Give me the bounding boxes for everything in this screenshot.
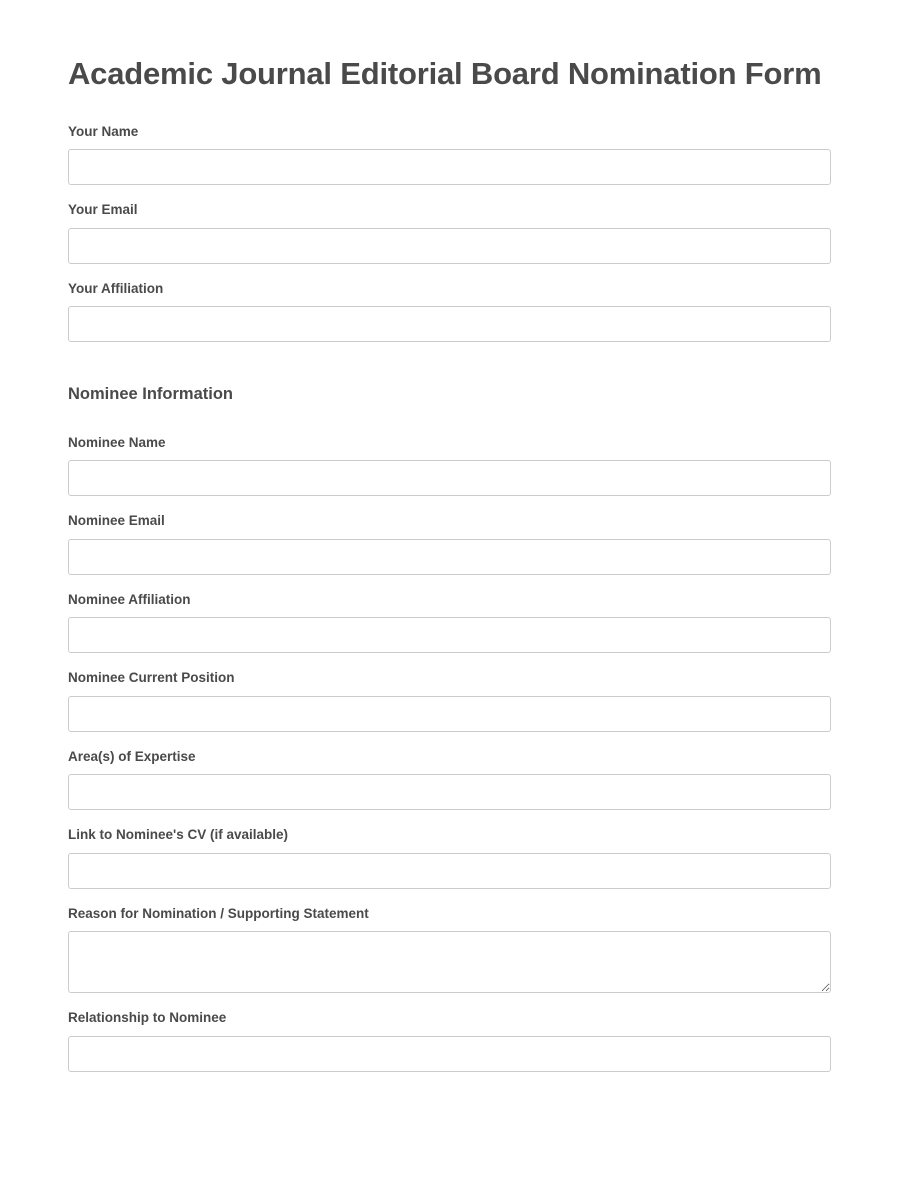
label-reason-for-nomination-supporting-statement: Reason for Nomination / Supporting Statement bbox=[68, 905, 369, 921]
input-your-affiliation[interactable] bbox=[68, 306, 831, 342]
input-nominee-name[interactable] bbox=[68, 460, 831, 496]
label-nominee-current-position: Nominee Current Position bbox=[68, 670, 235, 686]
label-your-email: Your Email bbox=[68, 202, 138, 218]
field-group-area-s-of-expertise bbox=[68, 748, 832, 811]
input-nominee-email[interactable] bbox=[68, 539, 831, 575]
field-group-your-email bbox=[68, 201, 832, 264]
label-area-s-of-expertise: Area(s) of Expertise bbox=[68, 748, 196, 764]
label-nominee-name: Nominee Name bbox=[68, 434, 166, 450]
label-link-to-nominee-s-cv-if-available: Link to Nominee's CV (if available) bbox=[68, 827, 289, 843]
nominee-section bbox=[68, 434, 832, 1072]
field-group-nominee-affiliation bbox=[68, 591, 832, 654]
label-your-affiliation: Your Affiliation bbox=[68, 280, 164, 296]
input-link-to-nominee-s-cv-if-available[interactable] bbox=[68, 853, 831, 889]
section-heading-nominee-information: Nominee Information bbox=[68, 385, 234, 404]
field-group-your-name bbox=[68, 123, 832, 186]
label-your-name: Your Name bbox=[68, 123, 139, 139]
input-relationship-to-nominee[interactable] bbox=[68, 1036, 831, 1072]
input-your-name[interactable] bbox=[68, 149, 831, 185]
input-nominee-affiliation[interactable] bbox=[68, 617, 831, 653]
field-group-nominee-current-position bbox=[68, 669, 832, 732]
field-group-reason-for-nomination-supporting-statement bbox=[68, 905, 832, 994]
field-group-relationship-to-nominee bbox=[68, 1009, 832, 1072]
nominator-section bbox=[68, 123, 832, 343]
input-reason-for-nomination-supporting-statement[interactable] bbox=[68, 931, 831, 993]
label-nominee-affiliation: Nominee Affiliation bbox=[68, 591, 191, 607]
label-relationship-to-nominee: Relationship to Nominee bbox=[68, 1010, 227, 1026]
field-group-nominee-email bbox=[68, 512, 832, 575]
field-group-your-affiliation bbox=[68, 280, 832, 343]
field-group-link-to-nominee-s-cv-if-available bbox=[68, 826, 832, 889]
input-your-email[interactable] bbox=[68, 228, 831, 264]
input-nominee-current-position[interactable] bbox=[68, 696, 831, 732]
page-title: Academic Journal Editorial Board Nomination Form bbox=[68, 56, 822, 91]
label-nominee-email: Nominee Email bbox=[68, 513, 165, 529]
field-group-nominee-name bbox=[68, 434, 832, 497]
input-area-s-of-expertise[interactable] bbox=[68, 774, 831, 810]
